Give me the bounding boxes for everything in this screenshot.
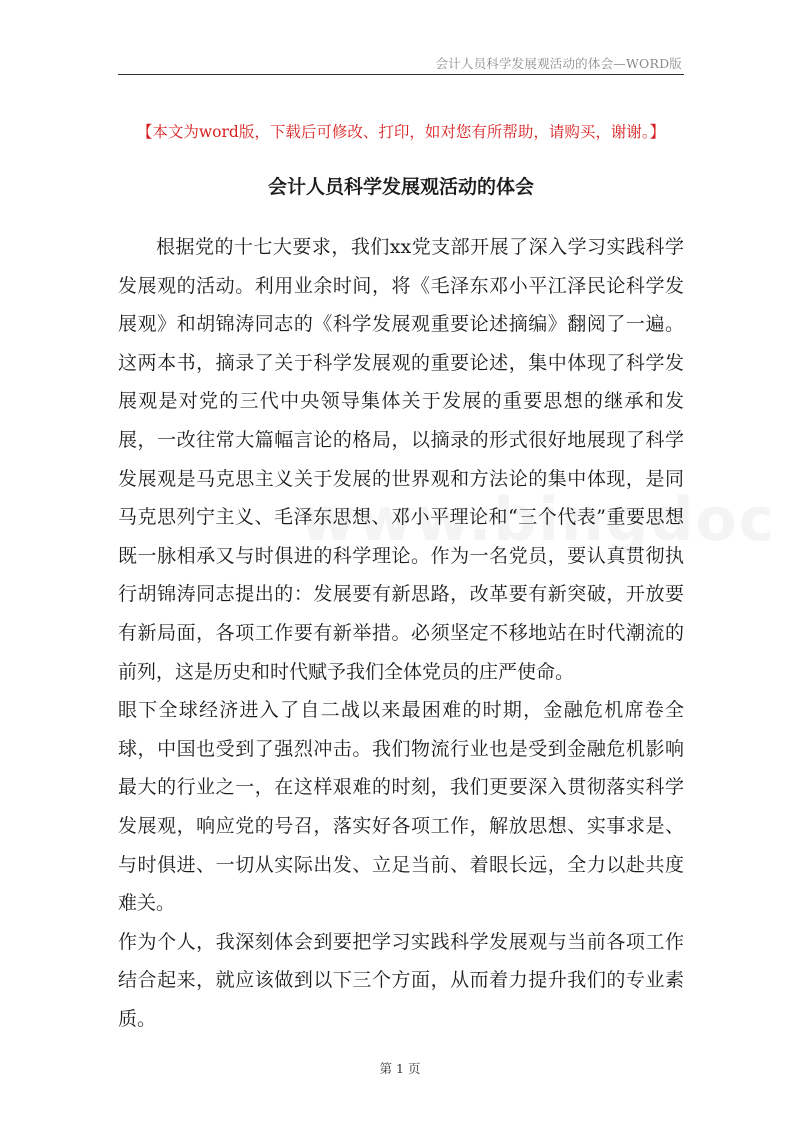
purchase-notice: 【本文为word版，下载后可修改、打印，如对您有所帮助，请购买，谢谢。】	[136, 123, 666, 141]
header-divider	[118, 74, 684, 75]
paragraph-3: 作为个人，我深刻体会到要把学习实践科学发展观与当前各项工作结合起来，就应该做到以下三个方面，从而着力提升我们的专业素质。	[118, 930, 684, 1030]
paragraph-1: 根据党的十七大要求，我们xx党支部开展了深入学习实践科学发展观的活动。利用业余时间，将《毛泽东邓小平江泽民论科学发展观》和胡锦涛同志的《科学发展观重要论述摘编》翻阅了一遍。这两本书，摘录了关于科学发展观的重要论述，集中体现了科学发展观是对党的三代中央领导集体关于发展的重要思想的继承和发展，一改往常大篇幅言论的格局，以摘录的形式很好地展现了科学发展观是马克思主义关于发展的世界观和方法论的集中体现，是同马克思列宁主义、毛泽东思想、邓小平理论和“三个代表”重要思想既一脉相承又与时俱进的科学理论。作为一名党员，要认真贯彻执行胡锦涛同志提出的：发展要有新思路，改革要有新突破，开放要有新局面，各项工作要有新举措。必须坚定不移地站在时代潮流的前列，这是历史和时代赋予我们全体党员的庄严使命。	[118, 236, 684, 683]
paragraph-2: 眼下全球经济进入了自二战以来最困难的时期，金融危机席卷全球，中国也受到了强烈冲击。我们物流行业也是受到金融危机影响最大的行业之一，在这样艰难的时刻，我们更要深入贯彻落实科学发展观，响应党的号召，落实好各项工作，解放思想、实事求是、与时俱进、一切从实际出发、立足当前、着眼长远，全力以赴共度难关。	[118, 699, 684, 915]
page-number: 第 1 页	[379, 1061, 421, 1076]
document-body	[118, 228, 684, 1038]
document-title: 会计人员科学发展观活动的体会	[267, 176, 534, 198]
running-header: 会计人员科学发展观活动的体会—WORD版	[435, 56, 682, 71]
